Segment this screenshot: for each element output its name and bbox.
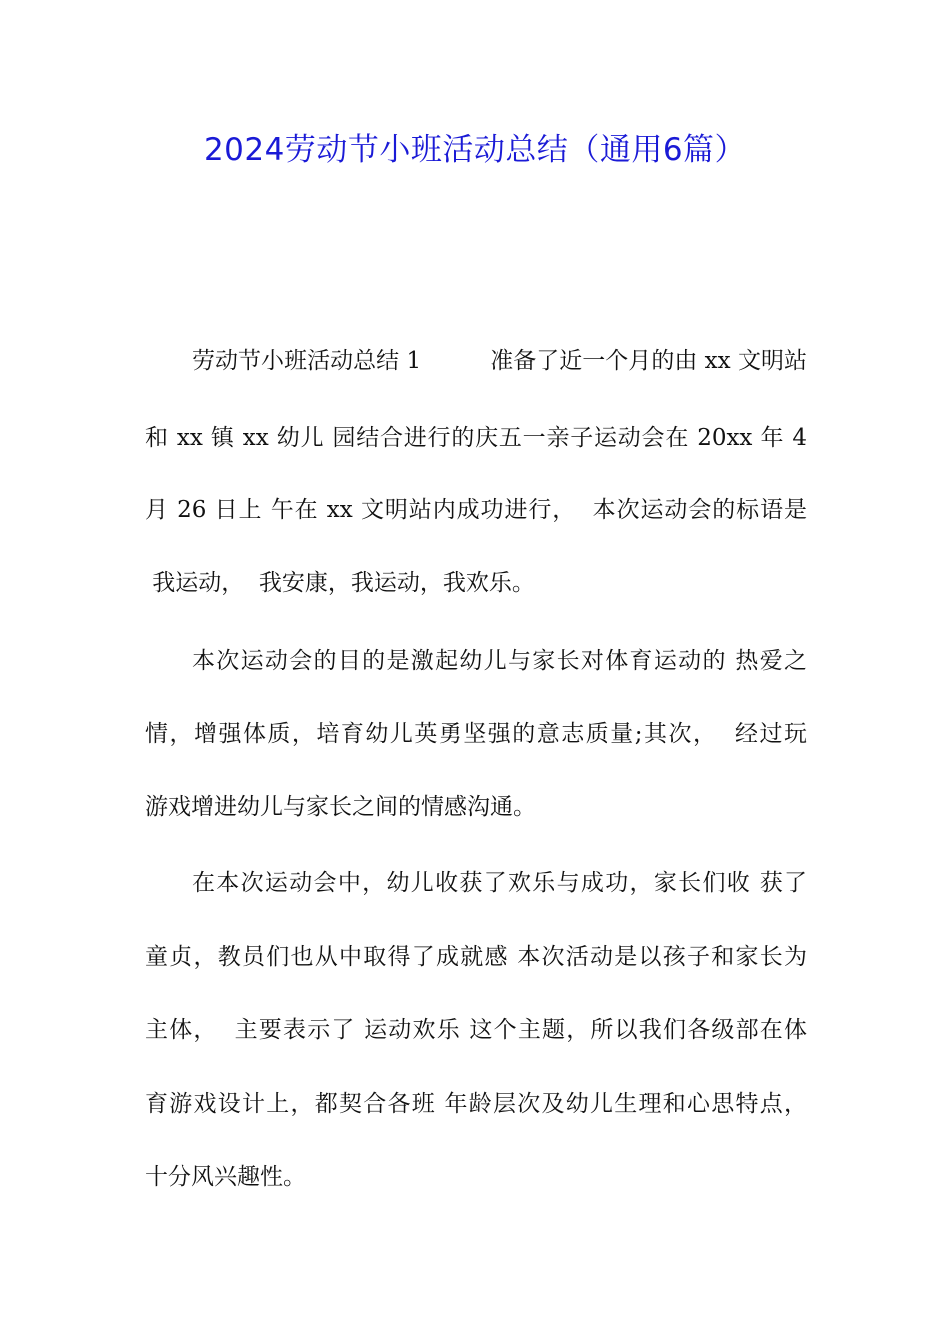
document-title: 2024劳动节小班活动总结（通用6篇） (203, 132, 747, 168)
paragraph-3-line-4: 育游戏设计上，都契合各班 年龄层次及幼儿生理和心思特点， (145, 1091, 807, 1117)
paragraph-3-line-5: 十分风兴趣性。 (145, 1164, 306, 1190)
paragraph-1-line-4: 我运动， 我安康，我运动，我欢乐。 (145, 570, 535, 596)
paragraph-2-line-2: 情，增强体质，培育幼儿英勇坚强的意志质量;其次， 经过玩 (145, 721, 807, 747)
paragraph-1-line-2: 和 xx 镇 xx 幼儿 园结合进行的庆五一亲子运动会在 20xx 年 4 (145, 425, 807, 451)
paragraph-3-line-1: 在本次运动会中，幼儿收获了欢乐与成功，家长们收 获了 (192, 870, 807, 896)
paragraph-3-line-2: 童贞，教员们也从中取得了成就感 本次活动是以孩子和家长为 (145, 944, 807, 970)
paragraph-2-line-3: 游戏增进幼儿与家长之间的情感沟通。 (145, 794, 536, 820)
paragraph-1-line-3: 月 26 日上 午在 xx 文明站内成功进行， 本次运动会的标语是 (145, 497, 807, 523)
paragraph-1-line-1: 劳动节小班活动总结 1 准备了近一个月的由 xx 文明站 (192, 348, 807, 374)
paragraph-3-line-3: 主体， 主要表示了 运动欢乐 这个主题，所以我们各级部在体 (145, 1017, 807, 1043)
paragraph-2-line-1: 本次运动会的目的是激起幼儿与家长对体育运动的 热爱之 (192, 648, 807, 674)
